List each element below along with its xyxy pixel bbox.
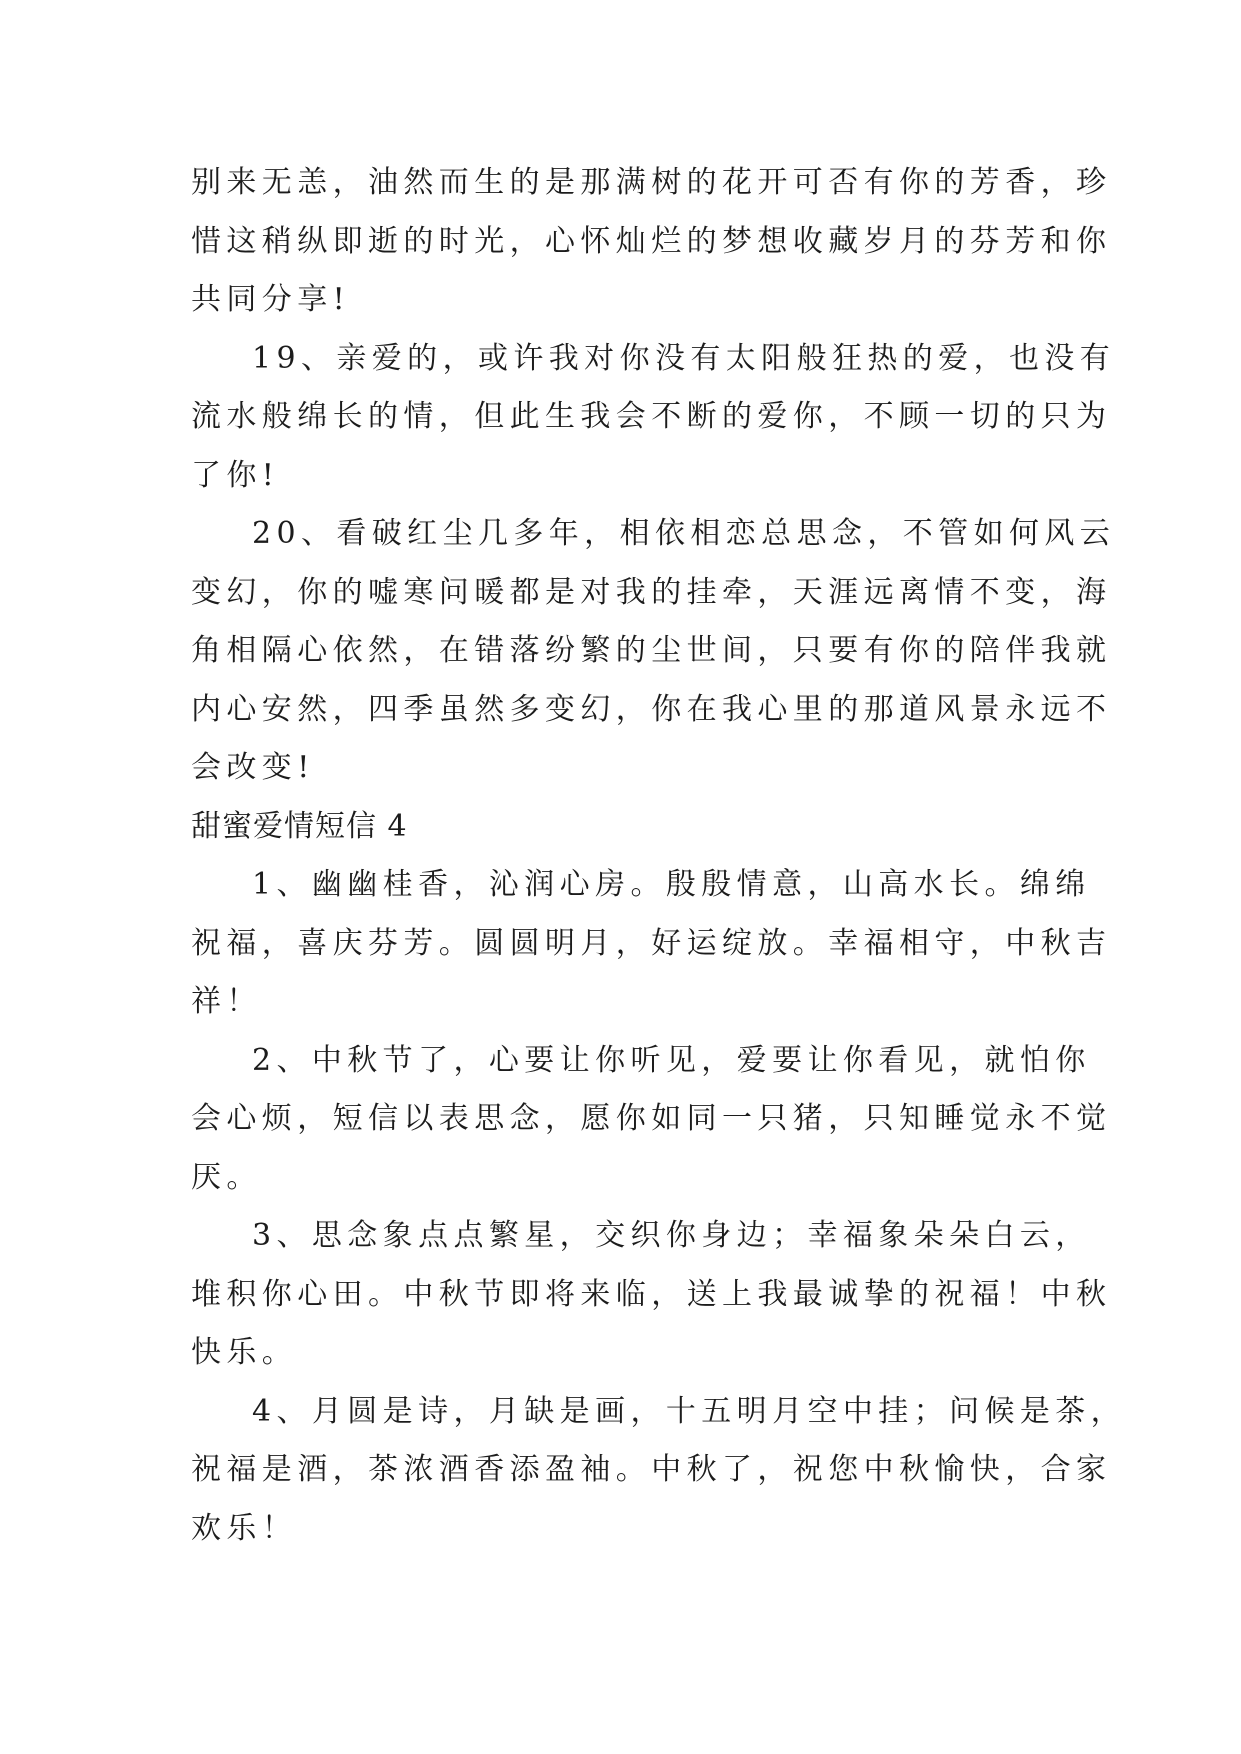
document-body — [191, 154, 1127, 1558]
text-line: 变幻，你的嘘寒问暖都是对我的挂牵，天涯远离情不变，海 — [191, 574, 1112, 610]
text-line: 3、思念象点点繁星，交织你身边；幸福象朵朵白云， — [252, 1218, 1091, 1253]
text-line: 会改变! — [191, 750, 315, 785]
text-line: 欢乐！ — [191, 1510, 298, 1546]
paragraph-item-1 — [191, 856, 1112, 1032]
paragraph-item-3 — [191, 1207, 1112, 1383]
text-line: 4、月圆是诗，月缺是画，十五明月空中挂；问候是茶， — [252, 1393, 1127, 1429]
text-line: 惜这稍纵即逝的时光，心怀灿烂的梦想收藏岁月的芬芳和你 — [191, 223, 1112, 259]
text-line: 会心烦，短信以表思念，愿你如同一只猪，只知睡觉永不觉 — [191, 1101, 1112, 1136]
section-heading: 甜蜜爱情短信 4 — [191, 808, 408, 844]
paragraph-continued — [191, 154, 1112, 330]
text-line: 了你! — [191, 457, 280, 493]
text-line: 角相隔心依然，在错落纷繁的尘世间，只要有你的陪伴我就 — [191, 633, 1112, 668]
text-line: 共同分享! — [191, 282, 351, 317]
text-line: 祝福，喜庆芬芳。圆圆明月，好运绽放。幸福相守，中秋吉 — [191, 925, 1112, 961]
paragraph-item-2 — [191, 1032, 1112, 1208]
text-line: 别来无恙，油然而生的是那满树的花开可否有你的芳香，珍 — [191, 165, 1112, 200]
text-line: 祝福是酒，茶浓酒香添盈袖。中秋了，祝您中秋愉快，合家 — [191, 1452, 1112, 1487]
text-line: 堆积你心田。中秋节即将来临，送上我最诚挚的祝福！中秋 — [191, 1276, 1112, 1312]
text-line: 2、中秋节了，心要让你听见，爱要让你看见，就怕你 — [252, 1042, 1091, 1078]
paragraph-item-19 — [191, 330, 1116, 506]
text-line: 内心安然，四季虽然多变幻，你在我心里的那道风景永远不 — [191, 691, 1112, 727]
text-line: 厌。 — [191, 1159, 262, 1195]
text-line: 祥！ — [191, 984, 262, 1019]
text-line: 快乐。 — [191, 1335, 298, 1370]
text-line: 20、看破红尘几多年，相依相恋总思念，不管如何风云 — [252, 516, 1116, 551]
paragraph-item-4 — [191, 1383, 1127, 1559]
paragraph-item-20 — [191, 505, 1116, 798]
text-line: 1、幽幽桂香，沁润心房。殷殷情意，山高水长。绵绵 — [252, 867, 1091, 902]
text-line: 19、亲爱的，或许我对你没有太阳般狂热的爱，也没有 — [252, 340, 1116, 376]
text-line: 流水般绵长的情，但此生我会不断的爱你，不顾一切的只为 — [191, 399, 1112, 434]
